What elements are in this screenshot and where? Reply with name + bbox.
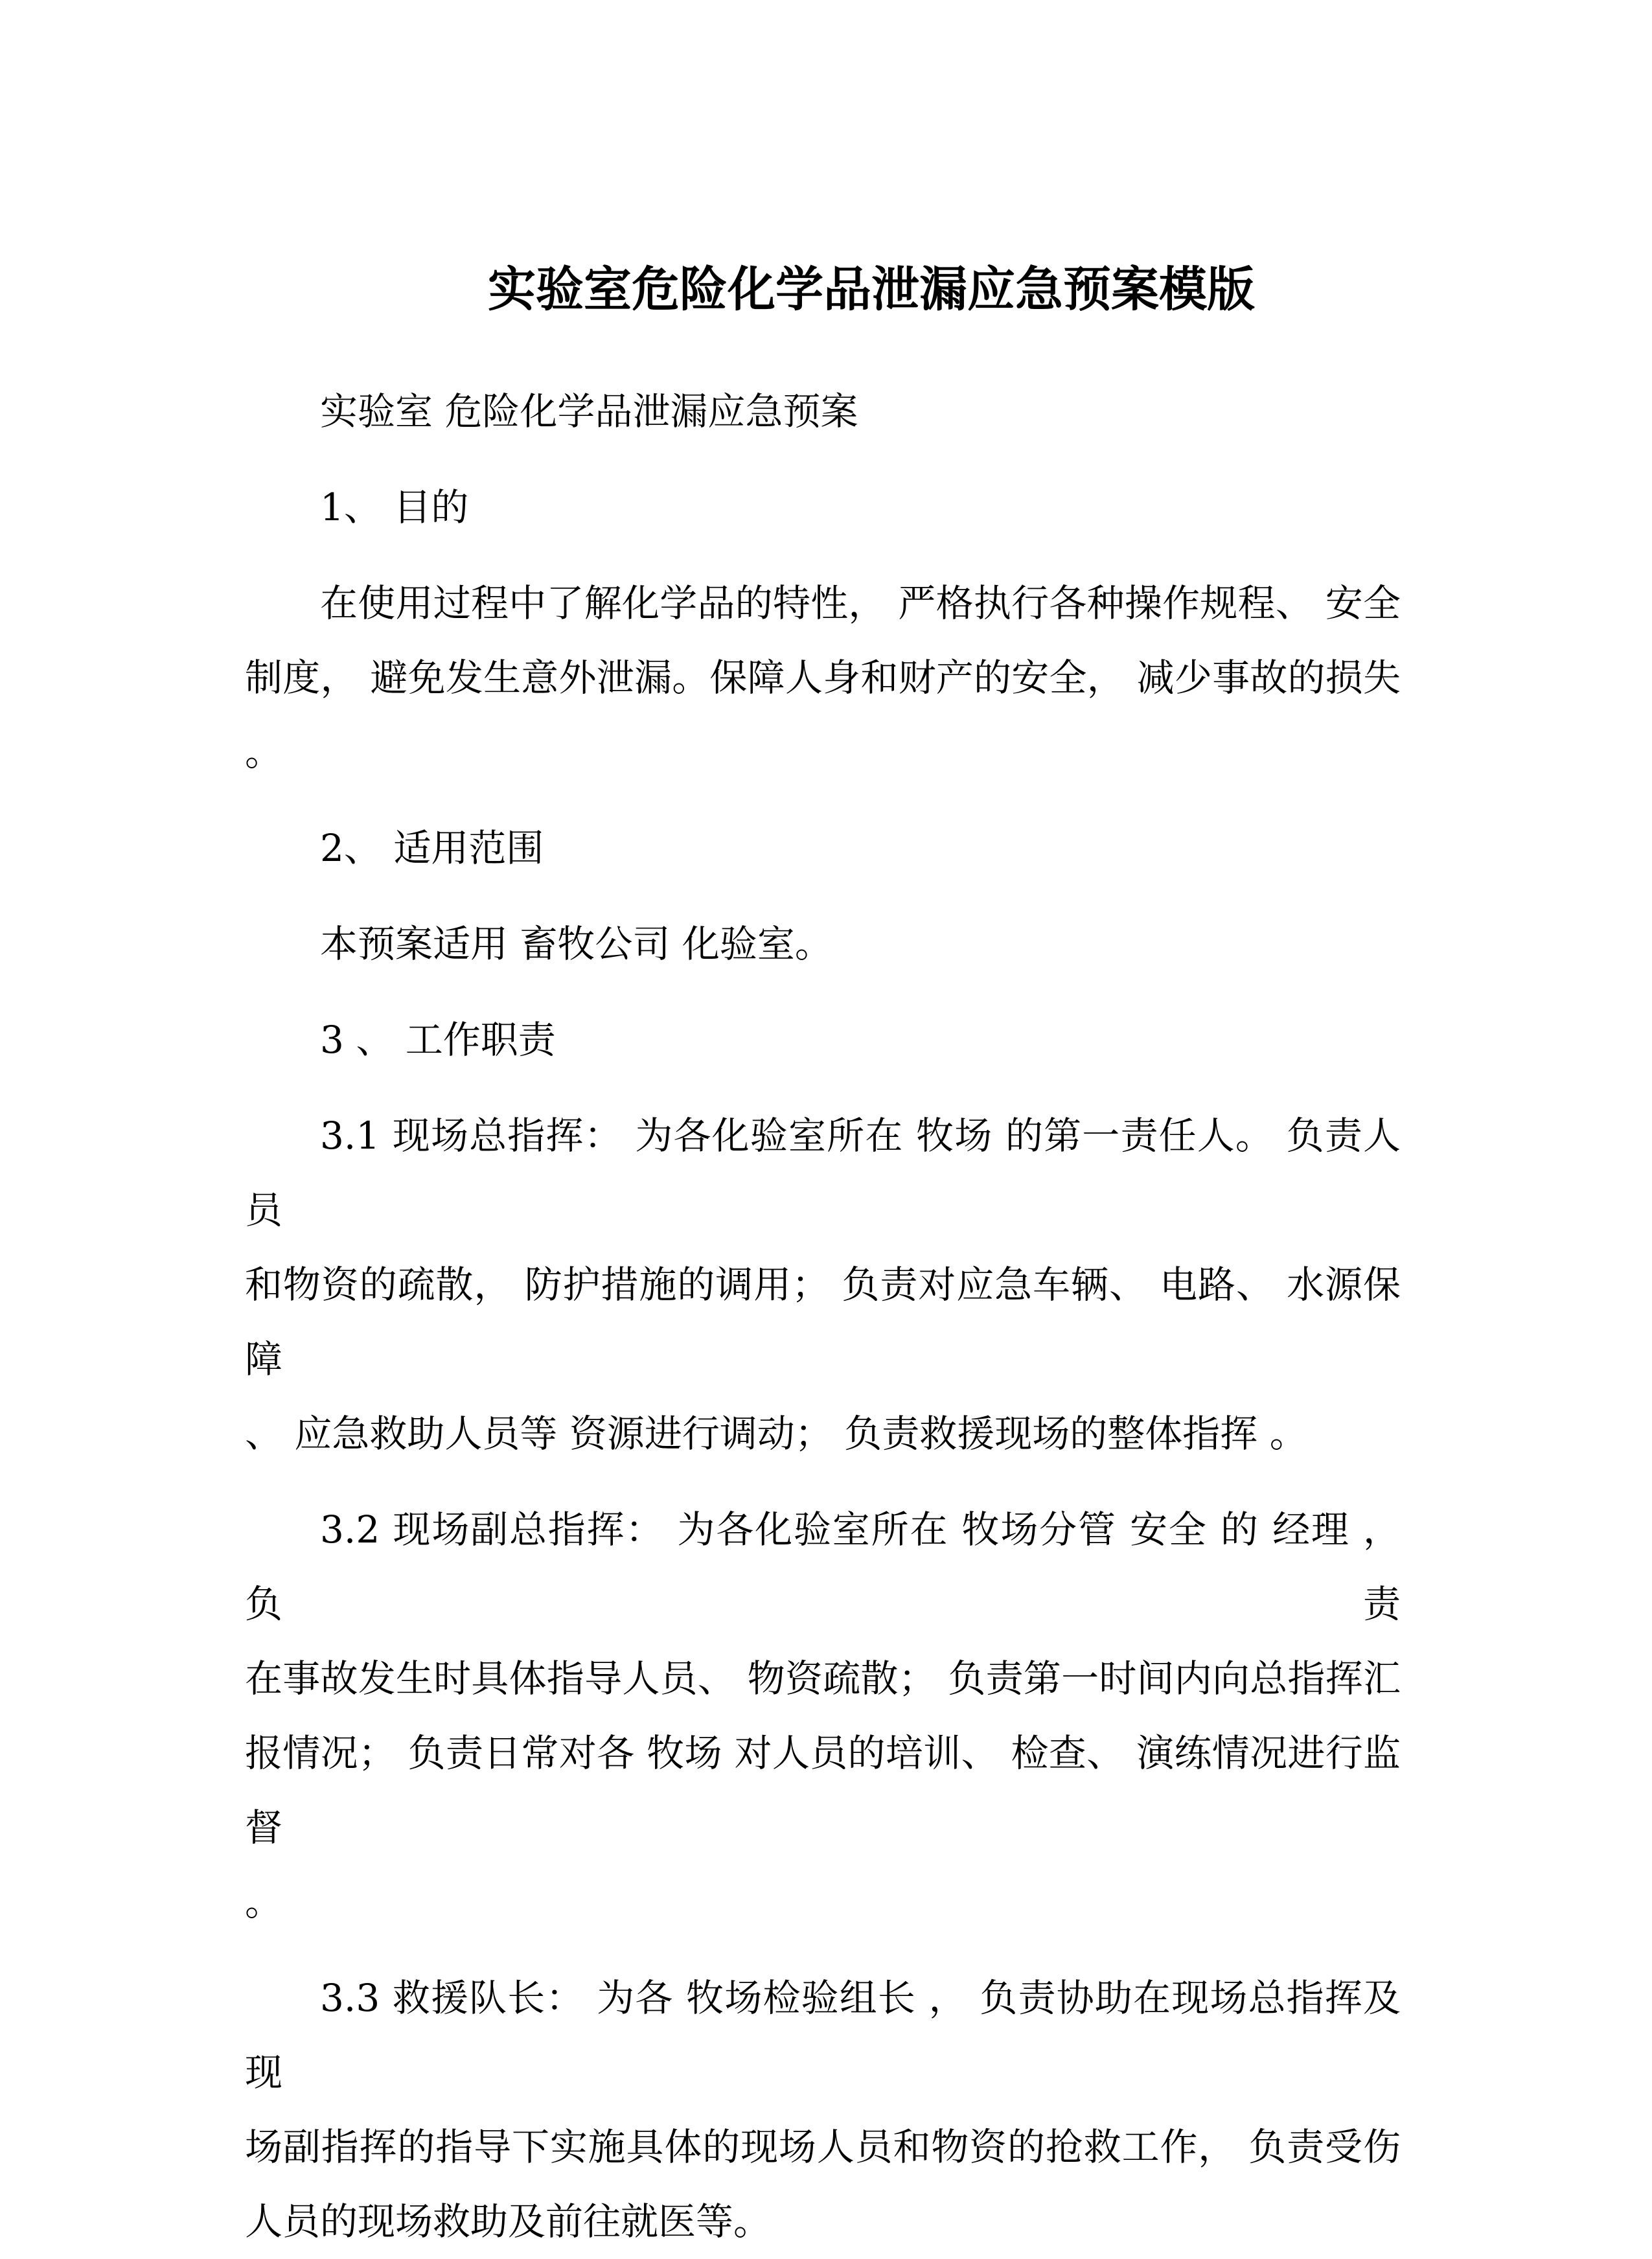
- paragraph-line: 和物资的疏散， 防护措施的调用； 负责对应急车辆、 电路、 水源保障: [245, 1263, 1401, 1381]
- paragraph: [245, 1961, 1401, 2259]
- paragraph: [245, 566, 1401, 790]
- paragraph-line: 。: [245, 730, 283, 774]
- paragraph-line: 报情况； 负责日常对各 牧场 对人员的培训、 检查、 演练情况进行监督: [245, 1731, 1401, 1850]
- paragraph-line: 2、 适用范围: [320, 826, 544, 870]
- paragraph-line: 实验室 危险化学品泄漏应急预案: [320, 389, 858, 433]
- paragraph: [245, 470, 1401, 545]
- paragraph-line: 、 应急救助人员等 资源进行调动； 负责救援现场的整体指挥 。: [245, 1412, 1307, 1456]
- paragraph-line: 场副指挥的指导下实施具体的现场人员和物资的抢救工作， 负责受伤: [245, 2125, 1401, 2169]
- paragraph-line: 3.1 现场总指挥： 为各化验室所在 牧场 的第一责任人。 负责人员: [245, 1114, 1401, 1232]
- document-title: 实验室危险化学品泄漏应急预案模版: [488, 262, 1255, 317]
- paragraph-line: 在事故发生时具体指导人员、 物资疏散； 负责第一时间内向总指挥汇: [245, 1657, 1401, 1701]
- paragraph-line: 3.2 现场副总指挥： 为各化验室所在 牧场分管 安全 的 经理 ， 负责: [245, 1508, 1401, 1626]
- paragraph: [245, 374, 1401, 449]
- paragraph: [245, 1493, 1401, 1940]
- paragraph: [245, 811, 1401, 886]
- paragraph-line: 1、 目的: [320, 485, 469, 529]
- paragraph-line: 制度， 避免发生意外泄漏。保障人身和财产的安全， 减少事故的损失: [245, 656, 1401, 700]
- paragraph-line: 人员的现场救助及前往就医等。: [245, 2199, 772, 2243]
- paragraph-line: 。: [245, 1880, 283, 1924]
- paragraph: [245, 1099, 1401, 1471]
- paragraph-line: 3.3 救援队长： 为各 牧场检验组长 ， 负责协助在现场总指挥及现: [245, 1976, 1401, 2094]
- paragraph-line: 本预案适用 畜牧公司 化验室。: [320, 922, 832, 966]
- paragraph-line: 在使用过程中了解化学品的特性， 严格执行各种操作规程、 安全: [320, 581, 1401, 625]
- paragraph-line: 3 、 工作职责: [320, 1018, 556, 1062]
- paragraph: [245, 907, 1401, 981]
- paragraph: [245, 1003, 1401, 1077]
- document-body: [245, 374, 1401, 2259]
